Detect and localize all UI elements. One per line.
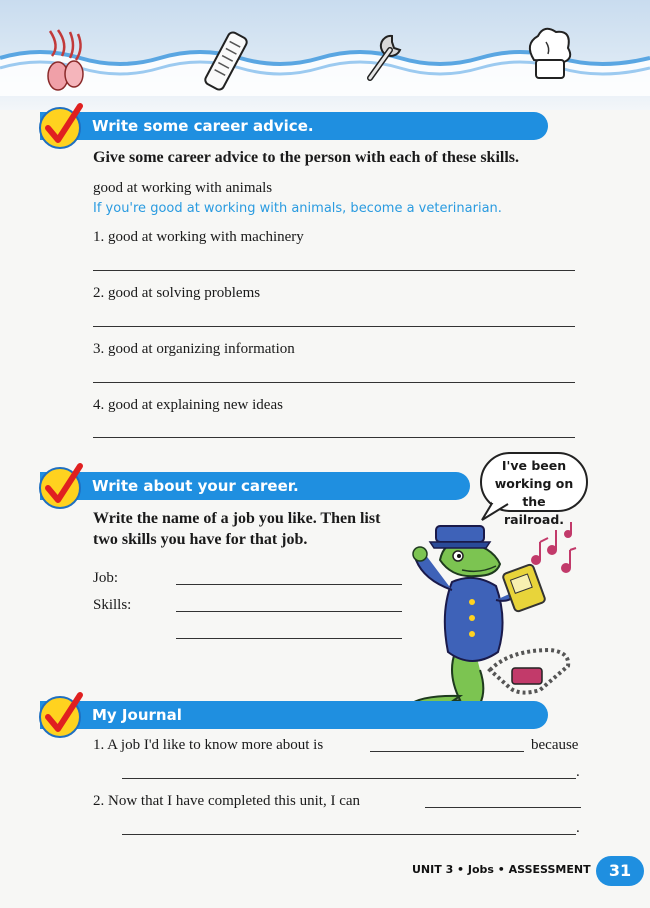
list-item: 1. good at working with machinery — [93, 229, 304, 245]
answer-line[interactable] — [122, 778, 576, 779]
instruction-text: two skills you have for that job. — [93, 531, 308, 548]
newspaper-icon — [204, 30, 248, 92]
instruction-text: Write the name of a job you like. Then list — [93, 510, 381, 527]
journal-item-2: 2. Now that I have completed this unit, I can — [93, 793, 361, 809]
footer-label: UNIT 3 • Jobs • ASSESSMENT — [412, 863, 591, 876]
answer-line[interactable] — [370, 751, 524, 752]
section-header-career-advice — [40, 112, 548, 140]
journal-item-1: 1. A job I'd like to know more about is — [93, 737, 324, 753]
checkmark-icon — [36, 100, 88, 152]
list-item: 4. good at explaining new ideas — [93, 397, 283, 413]
checkmark-icon — [36, 689, 88, 741]
answer-line[interactable] — [93, 326, 575, 327]
skill-answer-line[interactable] — [176, 638, 402, 639]
checkmark-icon — [36, 460, 88, 512]
page-number: 31 — [596, 856, 644, 886]
wrench-icon — [362, 32, 406, 84]
speech-bubble-tail — [480, 500, 520, 522]
period: . — [576, 764, 580, 780]
answer-line[interactable] — [93, 270, 575, 271]
answer-line[interactable] — [93, 437, 575, 438]
skills-label: Skills: — [93, 597, 132, 613]
section-header-journal — [40, 701, 548, 729]
section-title: My Journal — [92, 706, 182, 724]
section-title: Write some career advice. — [92, 117, 314, 135]
instruction-text: Give some career advice to the person with each of these skills. — [93, 149, 520, 166]
example-answer: If you're good at working with animals, become a veterinarian. — [93, 201, 502, 216]
job-answer-line[interactable] — [176, 584, 402, 585]
answer-line[interactable] — [425, 807, 581, 808]
section-title: Write about your career. — [92, 477, 299, 495]
speech-bubble: I've been working on the railroad. — [480, 452, 588, 512]
answer-line[interactable] — [93, 382, 575, 383]
job-label: Job: — [93, 570, 119, 586]
chef-hat-icon — [524, 24, 576, 86]
list-item: 3. good at organizing information — [93, 341, 295, 357]
section-header-career — [40, 472, 470, 500]
answer-line[interactable] — [122, 834, 576, 835]
ballet-shoes-icon — [40, 26, 90, 94]
skill-answer-line[interactable] — [176, 611, 402, 612]
music-notes-icon — [528, 520, 578, 580]
list-item: 2. good at solving problems — [93, 285, 261, 301]
example-prompt: good at working with animals — [93, 180, 273, 196]
period: . — [576, 820, 580, 836]
journal-item-1-suffix: because — [531, 737, 579, 753]
